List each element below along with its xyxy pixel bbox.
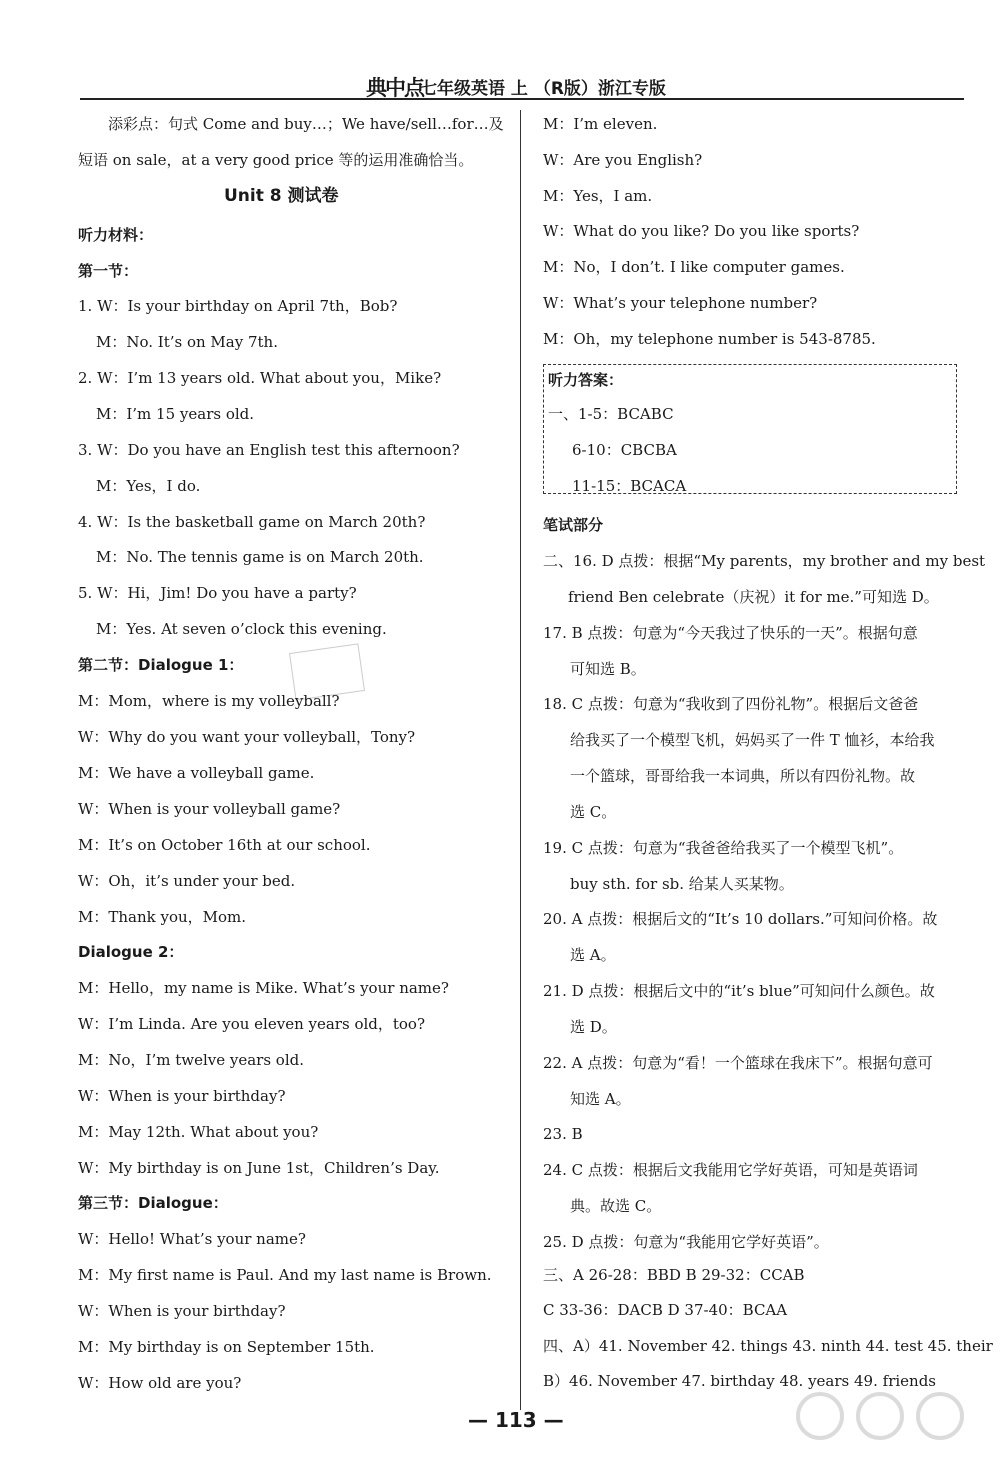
column-divider: [520, 110, 521, 1410]
left-line: 3. W：Do you have an English test this afternoon?: [78, 441, 460, 459]
right-line: 三、A 26-28：BBD B 29-32：CCAB: [543, 1266, 805, 1284]
book-logo: 典中点: [366, 76, 423, 100]
right-line: 22. A 点拨：句意为“看！一个篮球在我床下”。根据句意可: [543, 1054, 933, 1072]
right-line: M：I’m eleven.: [543, 115, 658, 133]
left-line: 听力材料：: [78, 226, 154, 244]
left-line: M：My birthday is on September 15th.: [78, 1338, 375, 1356]
right-line: 19. C 点拨：句意为“我爸爸给我买了一个模型飞机”。: [543, 839, 904, 857]
right-line: C 33-36：DACB D 37-40：BCAA: [543, 1301, 788, 1319]
left-line: 短语 on sale，at a very good price 等的运用准确恰当。: [78, 151, 474, 169]
right-line: 18. C 点拨：句意为“我收到了四份礼物”。根据后文爸爸: [543, 695, 919, 713]
right-line: W：What do you like? Do you like sports?: [543, 222, 860, 240]
right-line: 17. B 点拨：句意为“今天我过了快乐的一天”。根据句意: [543, 624, 918, 642]
right-line: 21. D 点拨：根据后文中的“it’s blue”可知问什么颜色。故: [543, 982, 935, 1000]
right-line: 典。故选 C。: [570, 1197, 662, 1215]
left-line: M：No，I’m twelve years old.: [78, 1051, 304, 1069]
left-line: 2. W：I’m 13 years old. What about you，Mike?: [78, 369, 442, 387]
right-line: 二、16. D 点拨：根据“My parents，my brother and my best: [543, 552, 986, 570]
left-line: W：When is your birthday?: [78, 1087, 286, 1105]
header-title: 七年级英语 上 （R版）浙江专版: [420, 79, 666, 99]
left-line: W：Oh，it’s under your bed.: [78, 872, 296, 890]
left-line: 添彩点：句式 Come and buy…；We have/sell…for…及: [108, 115, 504, 133]
page-number: — 113 —: [468, 1408, 564, 1432]
left-line: W：When is your volleyball game?: [78, 800, 341, 818]
left-line: M：No. It’s on May 7th.: [96, 333, 278, 351]
right-line: 25. D 点拨：句意为“我能用它学好英语”。: [543, 1233, 829, 1251]
right-line: 一、1-5：BCABC: [548, 405, 674, 423]
right-line: 给我买了一个模型飞机，妈妈买了一件 T 恤衫，本给我: [570, 731, 935, 749]
left-line: W：Why do you want your volleyball，Tony?: [78, 728, 416, 746]
right-line: 20. A 点拨：根据后文的“It’s 10 dollars.”可知问价格。故: [543, 910, 938, 928]
right-line: 23. B: [543, 1125, 583, 1143]
left-line: Dialogue 2：: [78, 943, 184, 961]
right-line: 四、A）41. November 42. things 43. ninth 44. test 45. their: [543, 1337, 993, 1355]
left-line: M：I’m 15 years old.: [96, 405, 255, 423]
left-line: Unit 8 测试卷: [224, 186, 339, 206]
right-line: friend Ben celebrate（庆祝）it for me.”可知选 D。: [568, 588, 939, 606]
left-line: M：Thank you，Mom.: [78, 908, 247, 926]
left-line: M：Yes. At seven o’clock this evening.: [96, 620, 387, 638]
left-line: 4. W：Is the basketball game on March 20th?: [78, 513, 426, 531]
right-line: W：Are you English?: [543, 151, 703, 169]
left-line: W：My birthday is on June 1st，Children’s Day.: [78, 1159, 440, 1177]
right-line: 选 A。: [570, 946, 616, 964]
left-line: W：When is your birthday?: [78, 1302, 286, 1320]
left-line: W：Hello! What’s your name?: [78, 1230, 306, 1248]
right-line: M：No，I don’t. I like computer games.: [543, 258, 845, 276]
right-line: 听力答案：: [548, 371, 624, 389]
page-header: [80, 72, 964, 98]
left-line: M：Yes，I do.: [96, 477, 201, 495]
right-line: 选 C。: [570, 803, 617, 821]
header-rule: [80, 98, 964, 100]
left-line: 第三节：Dialogue：: [78, 1194, 228, 1212]
right-line: 一个篮球，哥哥给我一本词典，所以有四份礼物。故: [570, 767, 916, 785]
left-line: M：Mom，where is my volleyball?: [78, 692, 340, 710]
left-line: 第一节：: [78, 262, 139, 280]
left-line: M：No. The tennis game is on March 20th.: [96, 548, 424, 566]
right-line: 可知选 B。: [570, 660, 646, 678]
right-line: 6-10：CBCBA: [572, 441, 677, 459]
left-line: M：My first name is Paul. And my last name is Brown.: [78, 1266, 492, 1284]
right-line: 24. C 点拨：根据后文我能用它学好英语，可知是英语词: [543, 1161, 918, 1179]
left-line: 1. W：Is your birthday on April 7th，Bob?: [78, 297, 398, 315]
right-line: M：Yes，I am.: [543, 187, 653, 205]
right-line: B）46. November 47. birthday 48. years 49. friends: [543, 1372, 936, 1390]
left-line: W：I’m Linda. Are you eleven years old，too?: [78, 1015, 426, 1033]
right-line: W：What’s your telephone number?: [543, 294, 818, 312]
left-line: 5. W：Hi，Jim! Do you have a party?: [78, 584, 357, 602]
right-line: buy sth. for sb. 给某人买某物。: [570, 875, 794, 893]
left-line: W：How old are you?: [78, 1374, 242, 1392]
right-line: 11-15：BCACA: [572, 477, 687, 495]
right-line: 选 D。: [570, 1018, 617, 1036]
right-line: 笔试部分: [543, 516, 604, 534]
watermark-logo-icon: [780, 1381, 980, 1461]
left-line: M：We have a volleyball game.: [78, 764, 315, 782]
right-line: M：Oh，my telephone number is 543-8785.: [543, 330, 876, 348]
left-line: M：May 12th. What about you?: [78, 1123, 319, 1141]
right-line: 知选 A。: [570, 1090, 631, 1108]
left-line: 第二节：Dialogue 1：: [78, 656, 244, 674]
left-line: M：It’s on October 16th at our school.: [78, 836, 371, 854]
left-line: M：Hello，my name is Mike. What’s your name?: [78, 979, 449, 997]
